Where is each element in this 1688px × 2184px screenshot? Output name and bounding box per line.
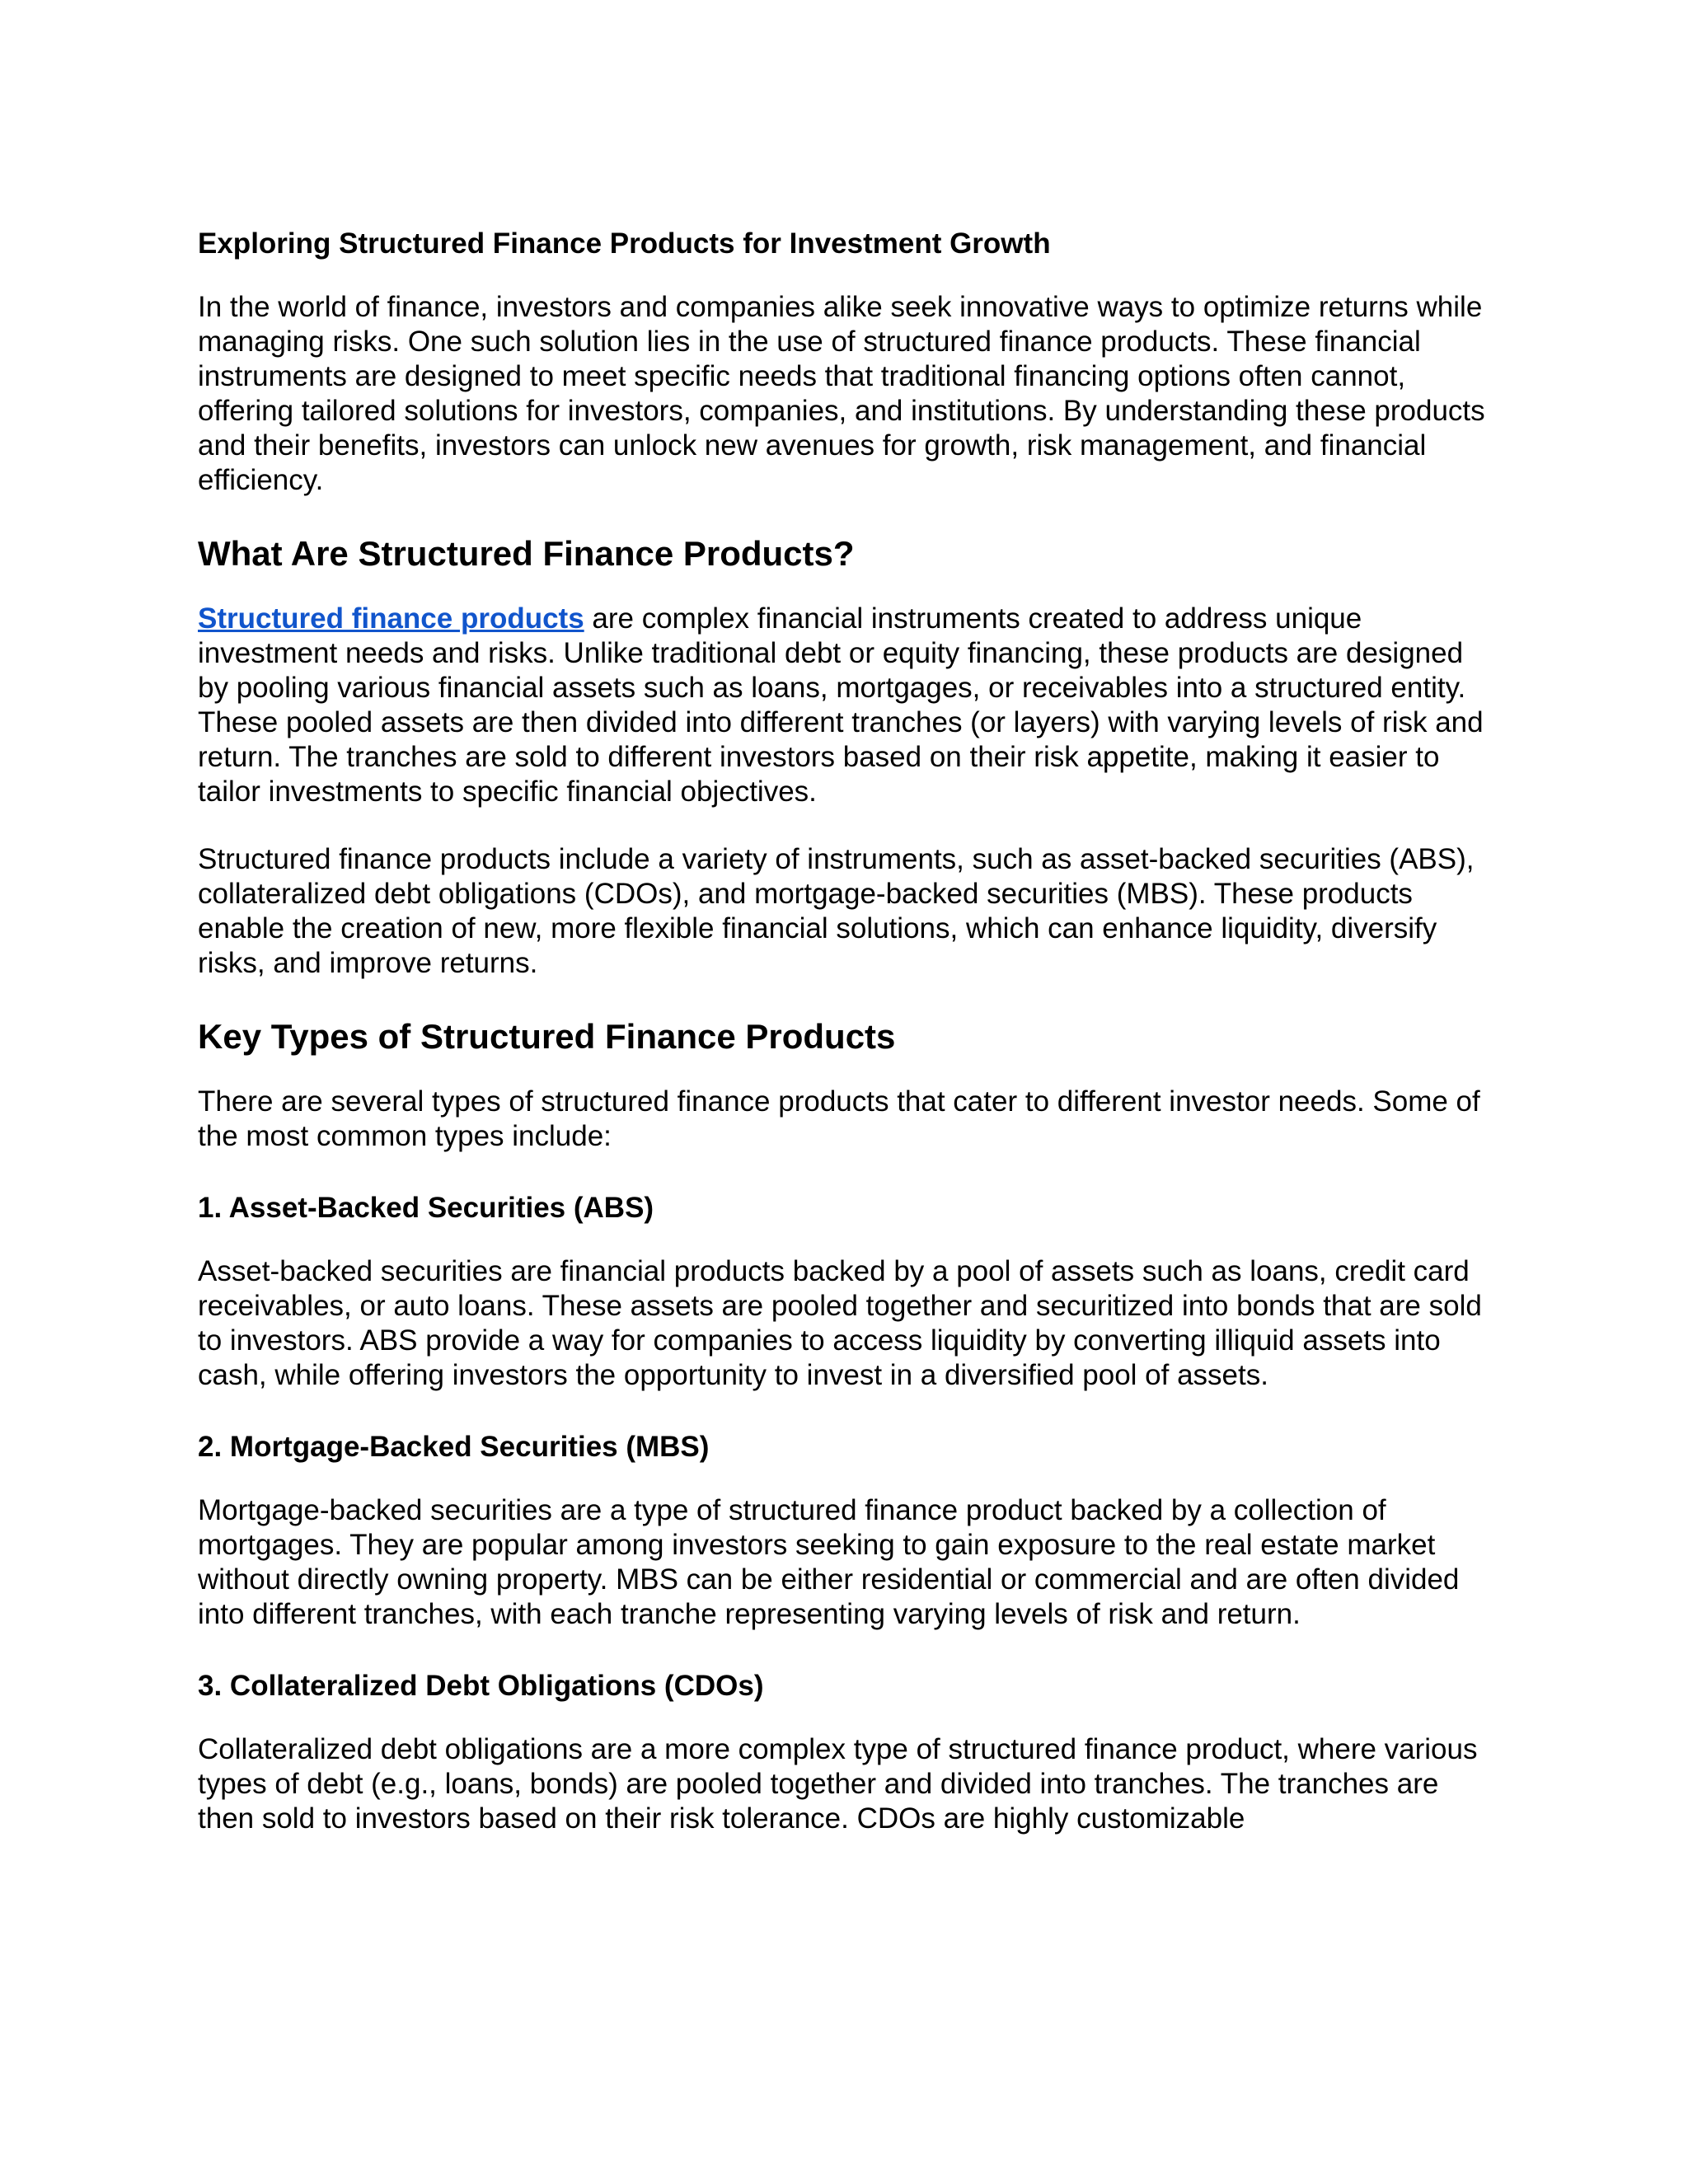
definition-paragraph	[198, 602, 1500, 809]
instruments-paragraph: Structured finance products include a variety of instruments, such as asset-backed securities (ABS), collateralized debt obligations (CDOs), and mortgage-backed securities (MBS). These products enable the creation of new, more flexible financial solutions, which can enhance liquidity, diversify risks, and improve returns.	[198, 843, 1475, 979]
subheading-cdos: 3. Collateralized Debt Obligations (CDOs)	[198, 1670, 764, 1702]
section-heading-key-types: Key Types of Structured Finance Products	[198, 1017, 896, 1056]
subheading-mbs: 2. Mortgage-Backed Securities (MBS)	[198, 1431, 710, 1463]
abs-paragraph: Asset-backed securities are financial products backed by a pool of assets such as loans, credit card receivables, or auto loans. These assets are pooled together and securitized into bonds that are sold to investors. ABS provide a way for companies to access liquidity by converting illiquid assets into cash, while offering investors the opportunity to invest in a diversified pool of assets.	[198, 1255, 1482, 1391]
key-types-intro-paragraph: There are several types of structured finance products that cater to different investor needs. Some of the most common types include:	[198, 1085, 1480, 1152]
structured-finance-products-link[interactable]: Structured finance products	[198, 602, 584, 635]
subheading-abs: 1. Asset-Backed Securities (ABS)	[198, 1192, 654, 1224]
document-title: Exploring Structured Finance Products for Investment Growth	[198, 227, 1051, 260]
definition-text: are complex financial instruments created to address unique investment needs and risks. Unlike traditional debt or equity financing, these products are designed by pooling various financial assets such as loans, mortgages, or receivables into a structured entity. These pooled assets are then divided into different tranches (or layers) with varying levels of risk and return. The tranches are sold to different investors based on their risk appetite, making it easier to tailor investments to specific financial objectives.	[198, 602, 1484, 808]
intro-paragraph: In the world of finance, investors and companies alike seek innovative ways to optimize returns while managing risks. One such solution lies in the use of structured finance products. These financial instruments are designed to meet specific needs that traditional financing options often cannot, offering tailored solutions for investors, companies, and institutions. By understanding these products and their benefits, investors can unlock new avenues for growth, risk management, and financial efficiency.	[198, 291, 1485, 496]
mbs-paragraph: Mortgage-backed securities are a type of structured finance product backed by a collection of mortgages. They are popular among investors seeking to gain exposure to the real estate market without directly owning property. MBS can be either residential or commercial and are often divided into different tranches, with each tranche representing varying levels of risk and return.	[198, 1494, 1460, 1630]
cdos-paragraph: Collateralized debt obligations are a more complex type of structured finance product, where various types of debt (e.g., loans, bonds) are pooled together and divided into tranches. The tranches are then sold to investors based on their risk tolerance. CDOs are highly customizable	[198, 1733, 1478, 1835]
document-page	[198, 223, 1500, 1869]
section-heading-what-are: What Are Structured Finance Products?	[198, 534, 855, 573]
